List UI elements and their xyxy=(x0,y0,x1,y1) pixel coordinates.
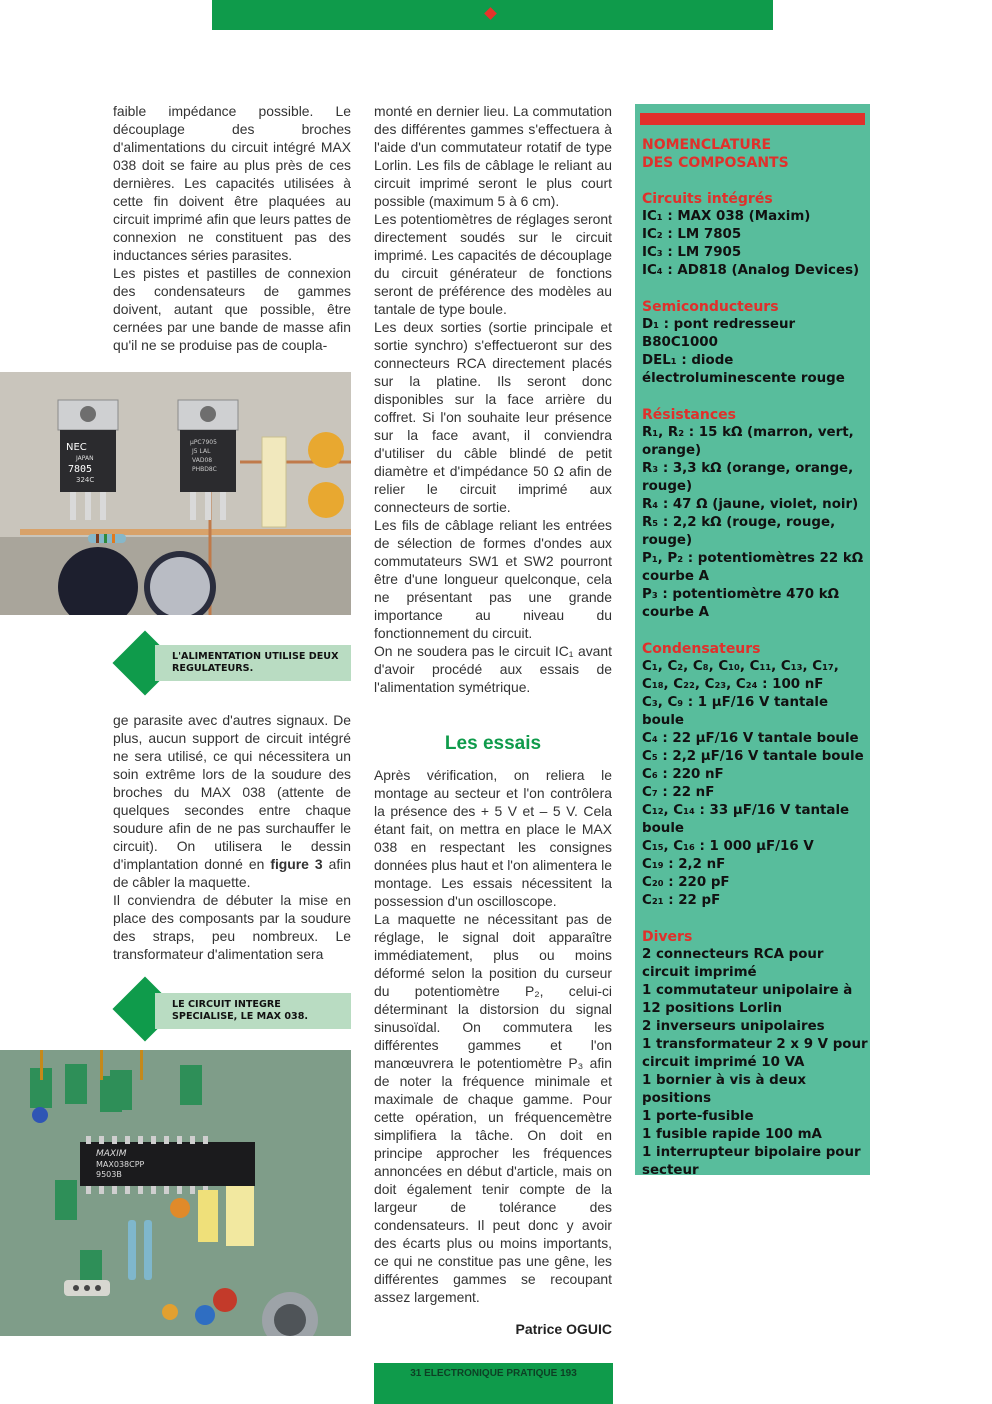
column1-top-text xyxy=(113,102,351,354)
chip-brand-text: MAXIM xyxy=(96,1149,127,1159)
component-line: C₂₀ : 220 pF xyxy=(642,875,730,890)
figure-reference: figure 3 xyxy=(270,856,323,872)
red-header-bar xyxy=(640,113,865,125)
author-signature: Patrice OGUIC xyxy=(515,1321,612,1337)
paragraph: Après vérification, on reliera le montage au secteur et l'on contrôlera la présence des + 5 V et – 5 V. Cela étant fait, on mettra en place le MAX 038 en respectant les consignes données plus haut et l'on alimentera le montage. Les essais nécessitent la possession d'un oscilloscope. xyxy=(374,767,612,909)
photo-caption: L'ALIMENTATION UTILISE DEUX REGULATEURS. xyxy=(155,645,351,681)
page-footer: 31 ELECTRONIQUE PRATIQUE 193 xyxy=(374,1363,613,1404)
component-line: 1 bornier à vis à deux positions xyxy=(642,1073,807,1106)
paragraph: Les fils de câblage reliant les entrées de sélection de formes d'ondes aux commutateurs SW1 et SW2 pourront être d'une longueur quelconque, cela ne présentant pas une grande importance au niveau du fonctionnement du circuit. xyxy=(374,517,612,641)
reg2-line2-text: J5 LAL xyxy=(192,448,211,455)
section-title: Les essais xyxy=(444,733,542,754)
red-diamond-ornament xyxy=(484,7,497,20)
chip-line1-text: MAX038CPP xyxy=(96,1160,145,1169)
reg2-line1-text: µPC7905 xyxy=(190,439,217,446)
component-line: D₁ : pont redresseur B80C1000 xyxy=(642,317,796,350)
reg1-line1-text: JAPAN xyxy=(76,455,94,462)
section-heading: Circuits intégrés xyxy=(642,191,773,207)
component-line: R₃ : 3,3 kΩ (orange, orange, rouge) xyxy=(642,461,854,494)
component-line: 2 inverseurs unipolaires xyxy=(642,1019,825,1034)
reg1-line2-text: 7805 xyxy=(68,464,93,475)
component-line: C₇ : 22 nF xyxy=(642,785,715,800)
component-line: C₁, C₂, C₈, C₁₀, C₁₁, C₁₃, C₁₇, C₁₈, C₂₂, C₂₃, C₂₄ : 100 nF xyxy=(642,659,839,692)
nomenclature-content xyxy=(642,136,868,1180)
paragraph: La maquette ne nécessitant pas de réglage, le signal doit apparaître immédiatement, plus ou moins déformé selon la position du curseur du potentiomètre P₂, celui-ci déterminant la distorsion du signal sinusoïdal. On commutera les différentes gammes et l'on manœuvrera le potentiomètre P₃ afin de noter la fréquence minimale et maximale de chaque gamme. Pour cette opération, un fréquencemètre simplifiera la tâche. On doit en principe approcher les fréquences annoncées en début d'article, mais on doit également tenir compte de la largeur de tolérance des condensateurs. Il peut donc y avoir des écarts plus ou moins importants, ce qui ne constitue pas une gêne, les différentes gammes se recoupant assez largement. xyxy=(374,911,612,1305)
column2-text xyxy=(374,102,612,696)
reg2-line3-text: VAD08 xyxy=(192,457,213,464)
component-line: 1 transformateur 2 x 9 V pour circuit imprimé 10 VA xyxy=(642,1037,868,1070)
column1-bottom-text xyxy=(113,711,351,963)
component-line: C₄ : 22 µF/16 V tantale boule xyxy=(642,731,859,746)
paragraph: On ne soudera pas le circuit IC₁ avant d'avoir procédé aux essais de l'alimentation symétrique. xyxy=(374,643,612,695)
component-line: DEL₁ : diode électroluminescente rouge xyxy=(642,353,845,386)
paragraph: Les potentiomètres de réglages seront directement soudés sur le circuit imprimé. Les capacités de découplage du circuit générateur de fonctions seront de préférence des modèles au tantale de type boule. xyxy=(374,211,612,317)
nomenclature-title-line1: NOMENCLATURE xyxy=(642,137,772,153)
text-run: ge parasite avec d'autres signaux. De plus, aucun support de circuit intégré ne sera utilisé, ce qui nécessitera un soin extrême lors de la soudure des broches du MAX 038 (attente de quelques secondes entre chaque soudure afin de ne pas surchauffer le circuit). On utilisera le dessin d'implantation donné en xyxy=(113,712,351,872)
component-line: P₁, P₂ : potentiomètres 22 kΩ courbe A xyxy=(642,551,864,584)
section-heading: Résistances xyxy=(642,407,736,423)
regulators-illustration xyxy=(0,372,351,615)
photo-caption: LE CIRCUIT INTEGRE SPECIALISE, LE MAX 038. xyxy=(155,993,351,1029)
component-line: 1 porte-fusible xyxy=(642,1109,754,1124)
component-line: C₃, C₉ : 1 µF/16 V tantale boule xyxy=(642,695,829,728)
component-line: C₁₉ : 2,2 nF xyxy=(642,857,726,872)
component-line: 1 fusible rapide 100 mA xyxy=(642,1127,822,1142)
component-line: IC₂ : LM 7805 xyxy=(642,227,742,242)
section-heading: Condensateurs xyxy=(642,641,761,657)
component-line: C₂₁ : 22 pF xyxy=(642,893,721,908)
component-line: R₅ : 2,2 kΩ (rouge, rouge, rouge) xyxy=(642,515,836,548)
component-line: R₁, R₂ : 15 kΩ (marron, vert, orange) xyxy=(642,425,854,458)
reg2-line4-text: PHBD8C xyxy=(192,466,217,473)
component-line: C₅ : 2,2 µF/16 V tantale boule xyxy=(642,749,864,764)
component-line: IC₁ : MAX 038 (Maxim) xyxy=(642,209,811,224)
component-line: C₁₂, C₁₄ : 33 µF/16 V tantale boule xyxy=(642,803,850,836)
paragraph: Les pistes et pastilles de connexion des condensateurs de gammes doivent, autant que possible, être cernées par une bande de masse afin qu'il ne se produise pas de coupla- xyxy=(113,265,351,353)
max038-illustration xyxy=(0,1050,351,1336)
reg1-line3-text: 324C xyxy=(76,476,95,484)
photo-max038 xyxy=(0,1050,351,1336)
component-line: C₁₅, C₁₆ : 1 000 µF/16 V xyxy=(642,839,814,854)
component-line: 1 interrupteur bipolaire pour secteur xyxy=(642,1145,861,1178)
paragraph xyxy=(113,711,351,891)
component-line: P₃ : potentiomètre 470 kΩ courbe A xyxy=(642,587,840,620)
component-line: 1 commutateur unipolaire à 12 positions Lorlin xyxy=(642,983,853,1016)
nomenclature-title-line2: DES COMPOSANTS xyxy=(642,155,789,171)
section-heading: Divers xyxy=(642,929,693,945)
paragraph: Les deux sorties (sortie principale et sortie synchro) s'effectueront sur des connecteurs RCA directement placés sur la platine. Ils seront donc disponibles sur la face arrière du coffret. Si l'on souhaite leur présence sur la face avant, il conviendra d'utiliser du câble blindé de petit diamètre et d'impédance 50 Ω afin de relier le circuit imprimé aux connecteurs de sortie. xyxy=(374,319,612,515)
component-line: R₄ : 47 Ω (jaune, violet, noir) xyxy=(642,497,859,512)
photo-regulators xyxy=(0,372,351,615)
paragraph: faible impédance possible. Le découplage des broches d'alimentations du circuit intégré MAX 038 doit se faire au plus près de ces dernières. Les capacités utilisées à cette fin doivent être plaquées au circuit imprimé afin que leurs pattes de connexion ne constituent pas des inductances séries parasites. xyxy=(113,103,351,263)
paragraph: Il conviendra de débuter la mise en place des composants par la soudure des straps, peu nombreux. Le transformateur d'alimentation sera xyxy=(113,892,351,962)
component-line: IC₃ : LM 7905 xyxy=(642,245,742,260)
column2-essais-text xyxy=(374,766,612,1306)
component-line: C₆ : 220 nF xyxy=(642,767,724,782)
section-heading: Semiconducteurs xyxy=(642,299,779,315)
top-header-bar xyxy=(212,0,773,30)
reg1-brand-text: NEC xyxy=(66,442,87,453)
paragraph: monté en dernier lieu. La commutation des différentes gammes s'effectuera à l'aide d'un commutateur rotatif de type Lorlin. Les fils de câblage le reliant au circuit imprimé seront le plus court possible (maximum 5 à 6 cm). xyxy=(374,103,612,209)
text-run: afin de câbler la maquette. xyxy=(113,856,351,890)
component-line: 2 connecteurs RCA pour circuit imprimé xyxy=(642,947,824,980)
component-line: IC₄ : AD818 (Analog Devices) xyxy=(642,263,860,278)
chip-line2-text: 9503B xyxy=(96,1170,122,1179)
nomenclature-box xyxy=(635,104,870,1178)
